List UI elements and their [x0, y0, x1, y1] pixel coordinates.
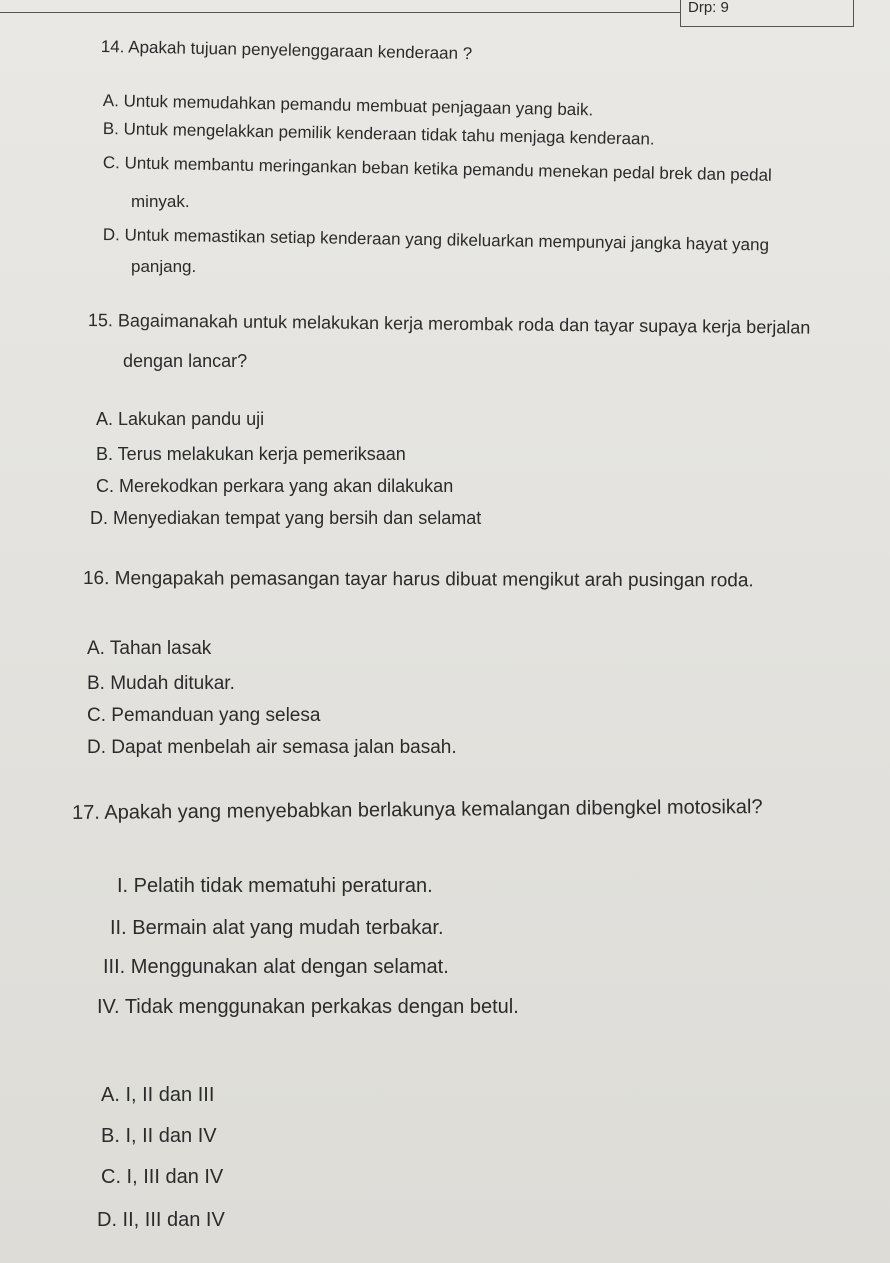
q17-option-c: C. I, III dan IV: [101, 1166, 224, 1188]
q17-option-a: A. I, II dan III: [101, 1084, 215, 1106]
q16-question: 16. Mengapakah pemasangan tayar harus dibuat mengikut arah pusingan roda.: [82, 568, 754, 592]
q17-statement-iv: IV. Tidak menggunakan perkakas dengan betul.: [97, 996, 519, 1018]
q17-option-b: B. I, II dan IV: [101, 1125, 217, 1147]
q17-statement-i: I. Pelatih tidak mematuhi peraturan.: [117, 875, 433, 897]
q14-option-c: C. Untuk membantu meringankan beban ketika pemandu menekan pedal brek dan pedal: [102, 153, 772, 185]
q15-option-a: A. Lakukan pandu uji: [96, 409, 265, 429]
q16-option-c: C. Pemanduan yang selesa: [87, 705, 321, 726]
q16-option-b: B. Mudah ditukar.: [87, 673, 235, 694]
q17-option-d: D. II, III dan IV: [97, 1209, 225, 1231]
header-rule: [0, 12, 680, 13]
q15-option-c: C. Merekodkan perkara yang akan dilakukan: [96, 476, 454, 496]
q14-question: 14. Apakah tujuan penyelenggaraan kenderaan ?: [100, 37, 473, 64]
q17-question: 17. Apakah yang menyebabkan berlakunya kemalangan dibengkel motosikal?: [71, 795, 763, 824]
drp-label: Drp: 9: [688, 0, 729, 16]
q16-option-a: A. Tahan lasak: [87, 638, 212, 659]
q17-statement-ii: II. Bermain alat yang mudah terbakar.: [110, 917, 444, 939]
q15-option-d: D. Menyediakan tempat yang bersih dan selamat: [90, 508, 482, 528]
q16-option-d: D. Dapat menbelah air semasa jalan basah.: [87, 737, 457, 758]
q15-option-b: B. Terus melakukan kerja pemeriksaan: [96, 444, 406, 464]
q15-question: 15. Bagaimanakah untuk melakukan kerja merombak roda dan tayar supaya kerja berjalan: [87, 310, 811, 338]
q15-question-cont: dengan lancar?: [123, 351, 248, 371]
q14-option-d: D. Untuk memastikan setiap kenderaan yang dikeluarkan mempunyai jangka hayat yang: [102, 225, 770, 255]
q14-option-b: B. Untuk mengelakkan pemilik kenderaan tidak tahu menjaga kenderaan.: [102, 119, 655, 149]
q14-option-a: A. Untuk memudahkan pemandu membuat penjagaan yang baik.: [102, 91, 594, 120]
q14-option-c-cont: minyak.: [131, 192, 190, 211]
q17-statement-iii: III. Menggunakan alat dengan selamat.: [103, 956, 449, 978]
q14-option-d-cont: panjang.: [131, 257, 197, 276]
